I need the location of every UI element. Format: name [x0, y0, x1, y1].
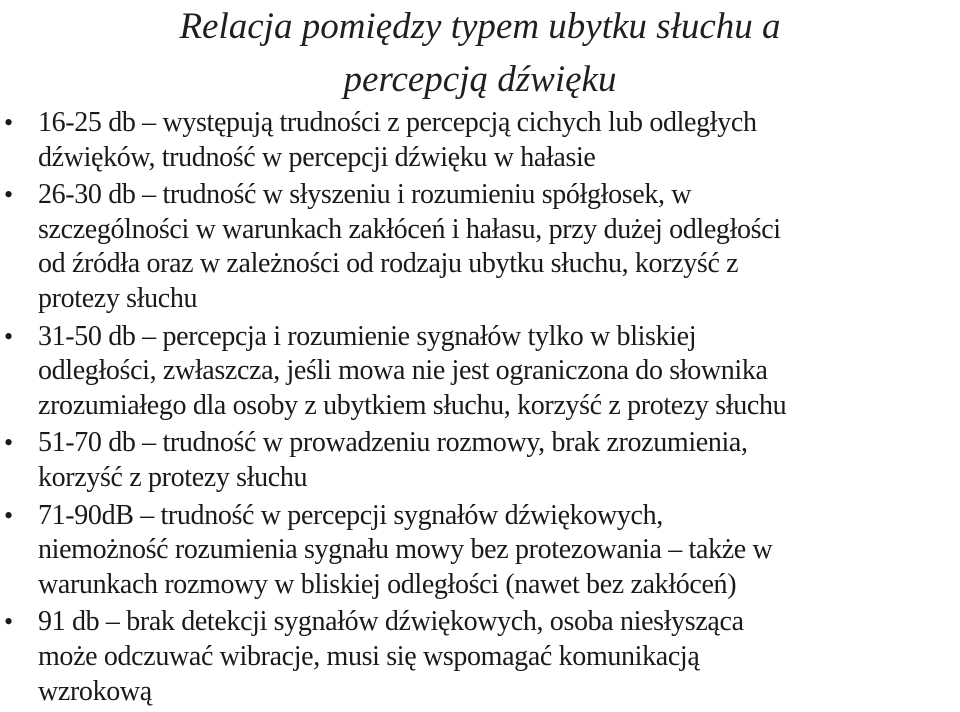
bullet-icon: • [4, 607, 13, 637]
bullet-icon: • [4, 321, 13, 351]
slide-title-line: percepcją dźwięku [343, 59, 617, 100]
bullet-line: 16-25 db – występują trudności z percepcją cichych lub odległych [38, 107, 757, 138]
bullet-item-26-30db [4, 178, 956, 316]
bullet-icon: • [4, 500, 13, 530]
bullet-line: dźwięków, trudność w percepcji dźwięku w hałasie [38, 141, 596, 173]
bullet-line: 51-70 db – trudność w prowadzeniu rozmowy, brak zrozumienia, [38, 427, 748, 459]
bullet-line: odległości, zwłaszcza, jeśli mowa nie jest ograniczona do słownika [38, 355, 768, 387]
bullet-item-71-90db [4, 499, 956, 603]
bullet-line: niemożność rozumienia sygnału mowy bez protezowania – także w [38, 534, 773, 566]
bullet-icon: • [4, 428, 13, 458]
bullet-item-51-70db [4, 426, 956, 495]
bullet-item-91db [4, 605, 956, 709]
bullet-line: 91 db – brak detekcji sygnałów dźwiękowych, osoba niesłysząca [38, 606, 744, 638]
bullet-line: 31-50 db – percepcja i rozumienie sygnałów tylko w bliskiej [38, 320, 697, 352]
bullet-item-16-25db [4, 106, 956, 175]
bullet-item-31-50db [4, 320, 956, 424]
slide-title [0, 0, 960, 106]
bullet-line: zrozumiałego dla osoby z ubytkiem słuchu, korzyść z protezy słuchu [38, 389, 787, 421]
bullet-list [4, 106, 956, 712]
bullet-line: szczególności w warunkach zakłóceń i hałasu, przy dużej odległości [38, 213, 781, 245]
bullet-line: korzyść z protezy słuchu [38, 461, 308, 493]
bullet-line: 26-30 db – trudność w słyszeniu i rozumieniu spółgłosek, w [38, 179, 692, 211]
bullet-line: wzrokową [38, 675, 152, 707]
bullet-line: warunkach rozmowy w bliskiej odległości (nawet bez zakłóceń) [38, 568, 737, 600]
bullet-line: protezy słuchu [38, 282, 198, 314]
bullet-line: od źródła oraz w zależności od rodzaju ubytku słuchu, korzyść z [38, 248, 739, 280]
bullet-icon: • [4, 180, 13, 210]
bullet-line: może odczuwać wibracje, musi się wspomagać komunikacją [38, 640, 700, 672]
slide-title-line: Relacja pomiędzy typem ubytku słuchu a [179, 6, 781, 47]
bullet-icon: • [4, 108, 13, 137]
bullet-line: 71-90dB – trudność w percepcji sygnałów dźwiękowych, [38, 499, 663, 531]
